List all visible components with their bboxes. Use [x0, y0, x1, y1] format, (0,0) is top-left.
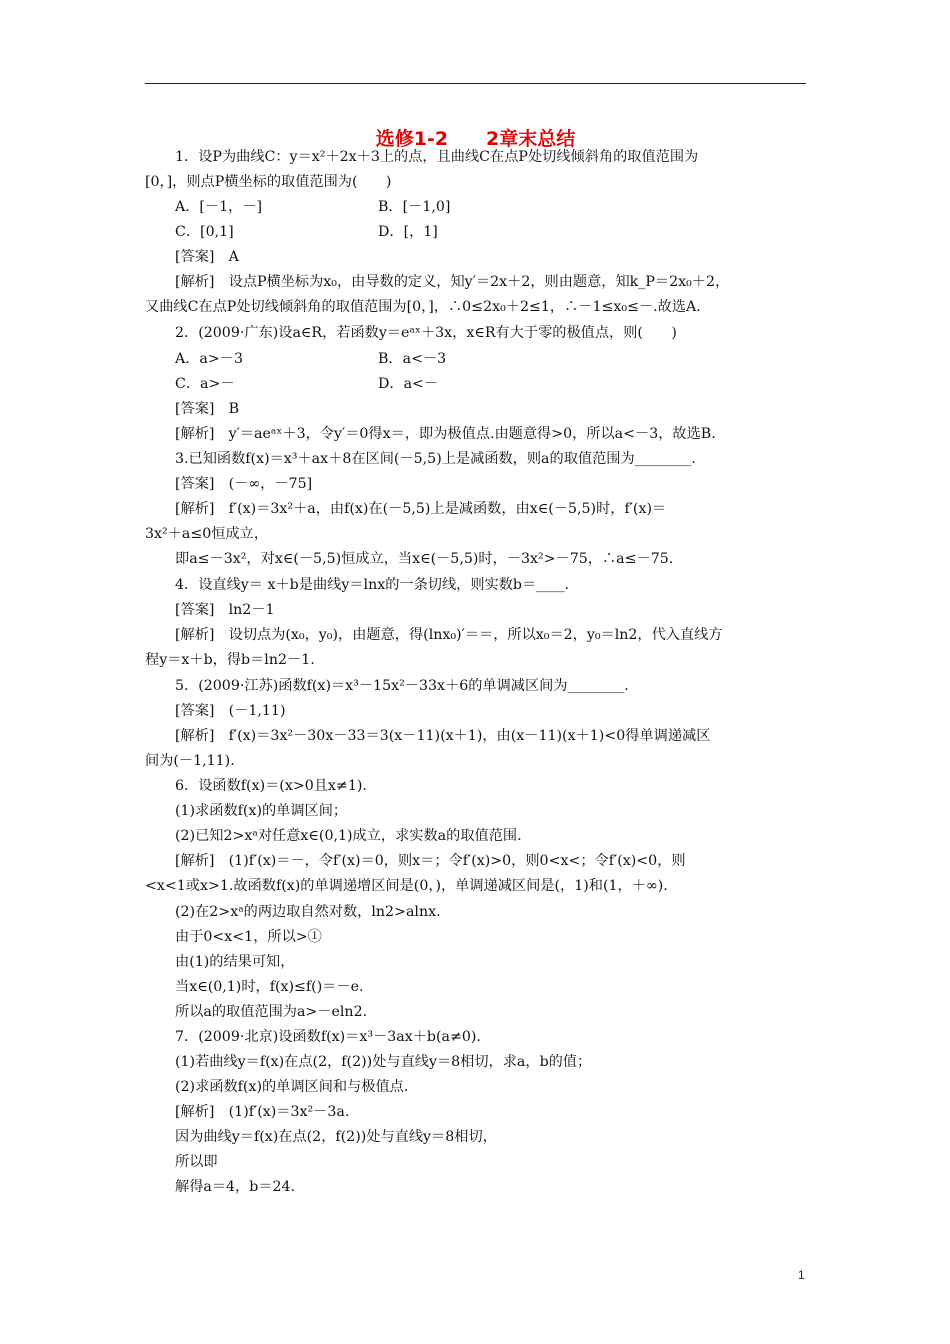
- text-line: 由于0<x<1，所以>①: [175, 929, 322, 945]
- option-c: C．a>－: [175, 376, 235, 392]
- option-b: B．[－1,0]: [378, 199, 451, 215]
- text-line: 4．设直线y＝ x＋b是曲线y＝lnx的一条切线，则实数b＝____.: [175, 577, 570, 593]
- text-line: 3x²＋a≤0恒成立，: [145, 526, 269, 542]
- text-line: 解得a＝4，b＝24.: [175, 1179, 296, 1195]
- text-line: 3.已知函数f(x)＝x³＋ax＋8在区间(－5,5)上是减函数，则a的取值范围为________.: [175, 451, 696, 467]
- text-line: 5．(2009·江苏)函数f(x)＝x³－15x²－33x＋6的单调减区间为________.: [175, 678, 629, 694]
- analysis-line: [解析] (1)f′(x)＝－，令f′(x)＝0，则x＝；令f′(x)>0，则0<x<；令f′(x)<0，则: [175, 853, 686, 869]
- analysis-line: [解析] 设点P横坐标为x₀，由导数的定义，知y′＝2x＋2，则由题意，知k_P＝2x₀＋2，: [175, 274, 730, 290]
- analysis-line: [解析] (1)f′(x)＝3x²－3a.: [175, 1104, 350, 1120]
- text-line: 由(1)的结果可知，: [175, 954, 295, 970]
- text-line: [0，]，则点P横坐标的取值范围为( ): [145, 174, 392, 190]
- analysis-line: [解析] f′(x)＝3x²＋a，由f(x)在(－5,5)上是减函数，由x∈(－5,5)时，f′(x)＝: [175, 501, 667, 517]
- text-line: 所以a的取值范围为a>－eln2.: [175, 1004, 368, 1020]
- option-a: A．a>－3: [175, 351, 243, 367]
- option-c: C．[0,1]: [175, 224, 234, 240]
- page-title: 选修1-2 2章末总结: [375, 128, 576, 150]
- text-line: 7．(2009·北京)设函数f(x)＝x³－3ax＋b(a≠0).: [175, 1029, 481, 1045]
- option-b: B．a<－3: [378, 351, 447, 367]
- text-line: (1)求函数f(x)的单调区间；: [175, 803, 348, 819]
- text-line: (2)已知2>xᵃ对任意x∈(0,1)成立，求实数a的取值范围.: [175, 828, 522, 844]
- answer-line: [答案] A: [175, 249, 239, 265]
- option-d: D．[，1]: [378, 224, 438, 240]
- text-line: 又曲线C在点P处切线倾斜角的取值范围为[0，]，∴0≤2x₀＋2≤1，∴－1≤x₀≤－.故选A.: [145, 299, 701, 315]
- analysis-line: [解析] y′＝aeᵃˣ＋3，令y′＝0得x＝，即为极值点.由题意得>0，所以a<－3，故选B.: [175, 426, 716, 442]
- text-line: 因为曲线y＝f(x)在点(2，f(2))处与直线y＝8相切，: [175, 1129, 497, 1145]
- text-line: 当x∈(0,1)时，f(x)≤f()＝－e.: [175, 979, 364, 995]
- text-line: (2)求函数f(x)的单调区间和与极值点.: [175, 1079, 409, 1095]
- answer-line: [答案] B: [175, 401, 240, 417]
- analysis-line: [解析] f′(x)＝3x²－30x－33＝3(x－11)(x＋1)，由(x－11)(x＋1)<0得单调递减区: [175, 728, 711, 744]
- text-line: 即a≤－3x²，对x∈(－5,5)恒成立，当x∈(－5,5)时，－3x²>－75，∴a≤－75.: [175, 551, 674, 567]
- text-line: (2)在2>xᵃ的两边取自然对数，ln2>alnx.: [175, 904, 441, 920]
- text-line: 2．(2009·广东)设a∈R，若函数y＝eᵃˣ＋3x，x∈R有大于零的极值点，则( ): [175, 325, 677, 341]
- option-a: A．[－1，－]: [175, 199, 263, 215]
- text-line: 程y＝x＋b，得b＝ln2－1.: [145, 652, 315, 668]
- answer-line: [答案] (－1,11): [175, 703, 286, 719]
- answer-line: [答案] ln2－1: [175, 602, 275, 618]
- answer-line: [答案] (－∞，－75]: [175, 476, 313, 492]
- text-line: 间为(－1,11).: [145, 753, 235, 769]
- text-line: 1．设P为曲线C：y＝x²＋2x＋3上的点，且曲线C在点P处切线倾斜角的取值范围为: [175, 149, 699, 165]
- text-line: 所以即: [175, 1154, 218, 1170]
- option-d: D．a<－: [378, 376, 439, 392]
- header-rule: [145, 83, 806, 84]
- text-line: <x<1或x>1.故函数f(x)的单调递增区间是(0，)，单调递减区间是(，1)和(1，＋∞).: [145, 878, 668, 894]
- page-number: 1: [798, 1268, 805, 1282]
- text-line: (1)若曲线y＝f(x)在点(2，f(2))处与直线y＝8相切，求a，b的值；: [175, 1054, 592, 1070]
- text-line: 6．设函数f(x)＝(x>0且x≠1).: [175, 778, 367, 794]
- analysis-line: [解析] 设切点为(x₀，y₀)，由题意，得(lnx₀)′＝＝，所以x₀＝2，y₀＝ln2，代入直线方: [175, 627, 723, 643]
